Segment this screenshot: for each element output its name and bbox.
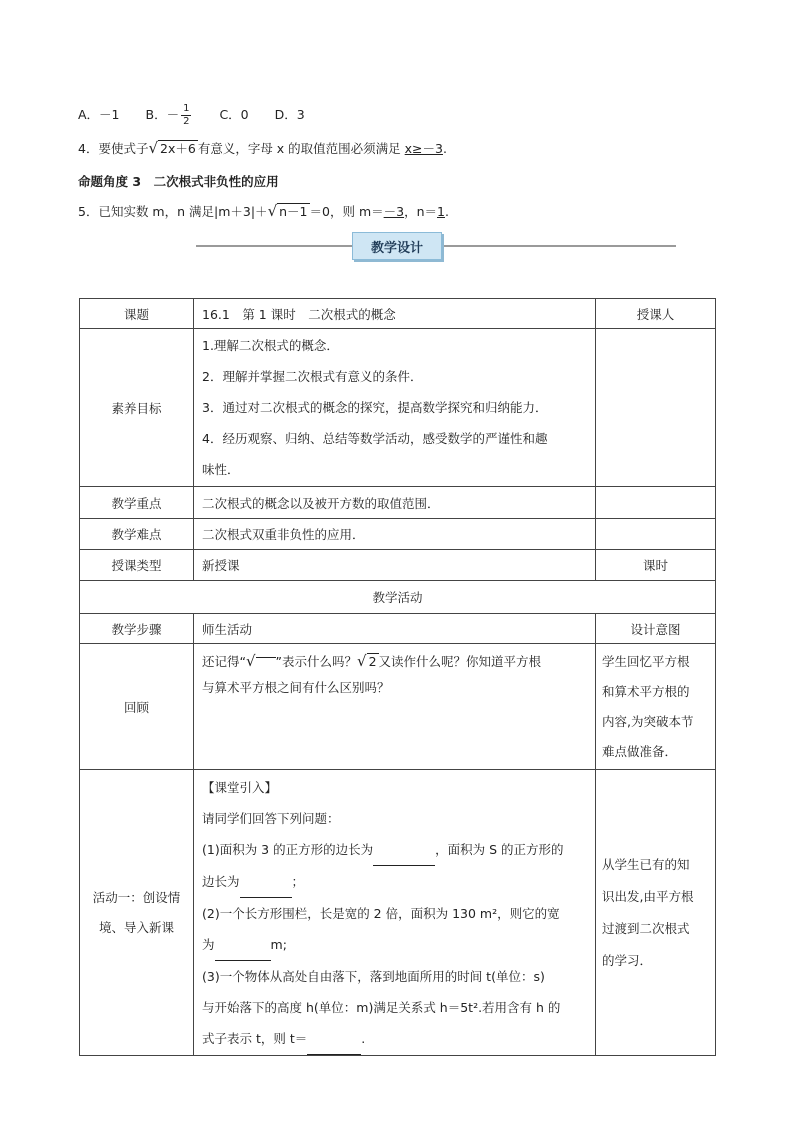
table-row (80, 519, 716, 550)
teacher-label: 授课人 (596, 299, 716, 329)
cell-label: 授课类型 (80, 550, 194, 581)
table-row (80, 581, 716, 614)
goal-item: 3．通过对二次根式的概念的探究，提高数学探究和归纳能力． (202, 400, 548, 415)
table-row (80, 299, 716, 329)
lesson-plan-table (79, 298, 716, 1056)
design-intent: 从学生已有的知 识出发,由平方根 过渡到二次根式 的学习． (596, 770, 716, 1056)
cell-label: 教学重点 (80, 487, 194, 519)
difficulties: 二次根式双重非负性的应用． (194, 519, 596, 550)
cell-label: 课题 (80, 299, 194, 329)
answer-n: 1 (437, 204, 445, 219)
option-c: C．0 (219, 107, 249, 122)
answer-blank (215, 929, 271, 961)
sqrt-expression: √ 2 (357, 652, 377, 670)
hours-label: 课时 (596, 550, 716, 581)
key-points: 二次根式的概念以及被开方数的取值范围． (194, 487, 596, 519)
cell-label: 素养目标 (80, 329, 194, 487)
intro-activity: 【课堂引入】 请同学们回答下列问题： (1)面积为 3 的正方形的边长为 ，面积为 S 的正方形的 边长为 ； (2)一个长方形围栏，长是宽的 2 倍，面积为 130 m²，则它的宽 为 m; (3)一个物体从高处自由落下，落到地面所用的时间 t(单位：s) 与开始落下的高度 h(单位：m)满足关系式 h＝5t².若用含有 h 的 式子表示 t，则 t＝ . (194, 770, 596, 1056)
step-label: 活动一：创设情 境、导入新课 (80, 770, 194, 1056)
sqrt-expression: √ 2x＋6 (148, 139, 196, 157)
question-4: 4．要使式子√ 2x＋6 有意义，字母 x 的取值范围必须满足 x≥－3. (78, 139, 447, 157)
table-row (80, 550, 716, 581)
question-5: 5．已知实数 m，n 满足|m＋3|＋√ n－1 ＝0，则 m＝－3，n＝1. (78, 202, 449, 220)
goals-cell (194, 329, 596, 487)
lesson-title: 16.1 第 1 课时 二次根式的概念 (194, 299, 596, 329)
table-row (80, 487, 716, 519)
option-b: B．－ $\frac{1}{2}$ (145, 103, 190, 127)
sqrt-expression: √ n－1 (267, 202, 308, 220)
option-a: A．－1 (78, 107, 120, 122)
answer-blank (307, 1023, 361, 1055)
intro-heading: 【课堂引入】 (202, 780, 278, 795)
table-row (80, 614, 716, 644)
goal-item: 2．理解并掌握二次根式有意义的条件． (202, 369, 423, 384)
empty-cell (596, 487, 716, 519)
goal-item: 4．经历观察、归纳、总结等数学活动，感受数学的严谨性和趣 (202, 431, 548, 446)
table-row (80, 644, 716, 770)
step-label: 回顾 (80, 644, 194, 770)
empty-cell (596, 329, 716, 487)
column-header: 教学步骤 (80, 614, 194, 644)
section-heading: 命题角度 3 二次根式非负性的应用 (78, 174, 279, 189)
review-activity: 还记得“√ ”表示什么吗？√ 2 又读作什么呢？你知道平方根 与算术平方根之间有什么区别吗？ (194, 644, 596, 770)
answer-blank (373, 834, 435, 866)
answer-blank (240, 866, 292, 898)
table-row (80, 329, 716, 487)
cell-label: 教学难点 (80, 519, 194, 550)
answer-m: －3 (383, 204, 405, 219)
goal-item: 1.理解二次根式的概念． (202, 338, 339, 353)
goal-item: 味性． (202, 462, 240, 477)
section-banner: 教学设计 (352, 232, 442, 260)
column-header: 设计意图 (596, 614, 716, 644)
design-intent: 学生回忆平方根 和算术平方根的 内容,为突破本节 难点做准备． (596, 644, 716, 770)
lesson-type: 新授课 (194, 550, 596, 581)
column-header: 师生活动 (194, 614, 596, 644)
option-d: D．3 (274, 107, 305, 122)
answer-q4: x≥－3 (404, 141, 443, 156)
sqrt-symbol: √ (246, 648, 276, 675)
table-row (80, 770, 716, 1056)
empty-cell (596, 519, 716, 550)
question-3-options (78, 103, 305, 128)
activities-heading: 教学活动 (80, 581, 716, 614)
